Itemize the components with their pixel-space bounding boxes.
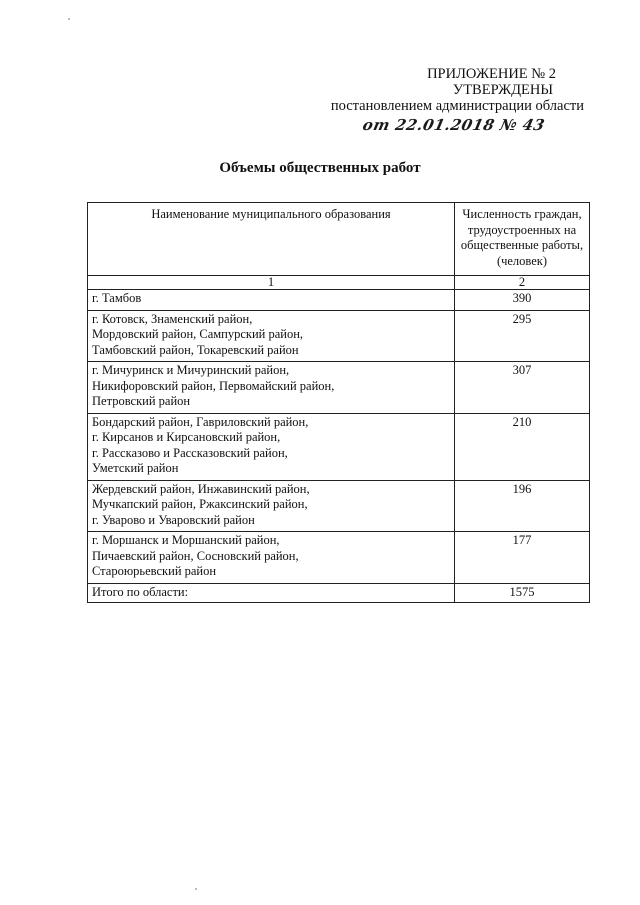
scan-speck	[195, 888, 197, 890]
municipality-line: г. Тамбов	[92, 291, 142, 305]
worker-count-cell: 295	[455, 310, 590, 362]
public-works-table	[87, 202, 590, 603]
worker-count-cell: 210	[455, 413, 590, 480]
column-number-row	[88, 276, 590, 290]
municipality-line: Никифоровский район, Первомайский район,	[92, 378, 335, 393]
scan-speck	[68, 18, 70, 20]
table-row	[88, 310, 590, 362]
column-header-count: Численность граждан, трудоустроенных на общественные работы, (человек)	[455, 203, 590, 276]
table-row	[88, 480, 590, 532]
municipality-line: Мучкапский район, Ржаксинский район,	[92, 497, 308, 511]
municipality-line: г. Мичуринск и Мичуринский район,	[92, 363, 290, 377]
handwritten-date-number: от 22.01.2018 № 43	[361, 116, 547, 134]
municipality-line: Бондарский район, Гавриловский район,	[92, 414, 309, 429]
municipality-line: г. Котовск, Знаменский район,	[92, 311, 253, 326]
worker-count-cell: 177	[455, 532, 590, 584]
municipality-line: г. Кирсанов и Кирсановский район,	[92, 430, 281, 444]
municipality-cell	[88, 290, 455, 311]
resolution-text: постановлением администрации области	[330, 98, 584, 114]
approved-label: УТВЕРЖДЕНЫ	[452, 82, 553, 98]
municipality-line: Староюрьевский район	[92, 564, 217, 578]
municipality-cell	[88, 413, 455, 480]
municipality-line: Петровский район	[92, 394, 191, 408]
municipality-cell	[88, 480, 455, 532]
table-row	[88, 362, 590, 414]
column-number: 2	[455, 276, 590, 290]
appendix-header	[331, 66, 584, 114]
municipality-cell	[88, 532, 455, 584]
municipality-line: Тамбовский район, Токаревский район	[92, 342, 299, 357]
municipality-line: Мордовский район, Сампурский район,	[92, 327, 304, 341]
municipality-line: г. Уварово и Уваровский район	[92, 512, 255, 527]
municipality-cell	[88, 310, 455, 362]
table-row	[88, 413, 590, 480]
municipality-line: г. Моршанск и Моршанский район,	[92, 533, 280, 547]
total-label: Итого по области:	[88, 583, 455, 603]
worker-count-cell: 390	[455, 290, 590, 311]
table-row	[88, 290, 590, 311]
total-row	[88, 583, 590, 603]
table-row	[88, 532, 590, 584]
appendix-number: ПРИЛОЖЕНИЕ № 2	[427, 66, 556, 82]
municipality-line: Уметский район	[92, 461, 179, 475]
worker-count-cell: 307	[455, 362, 590, 414]
worker-count-cell: 196	[455, 480, 590, 532]
municipality-line: г. Рассказово и Рассказовский район,	[92, 445, 288, 460]
municipality-line: Пичаевский район, Сосновский район,	[92, 548, 299, 563]
column-header-municipality: Наименование муниципального образования	[88, 203, 455, 276]
municipality-cell	[88, 362, 455, 414]
table-header-row	[88, 203, 590, 276]
total-value: 1575	[455, 583, 590, 603]
document-title: Объемы общественных работ	[219, 160, 421, 176]
municipality-line: Жердевский район, Инжавинский район,	[92, 481, 310, 496]
column-number: 1	[88, 276, 455, 290]
